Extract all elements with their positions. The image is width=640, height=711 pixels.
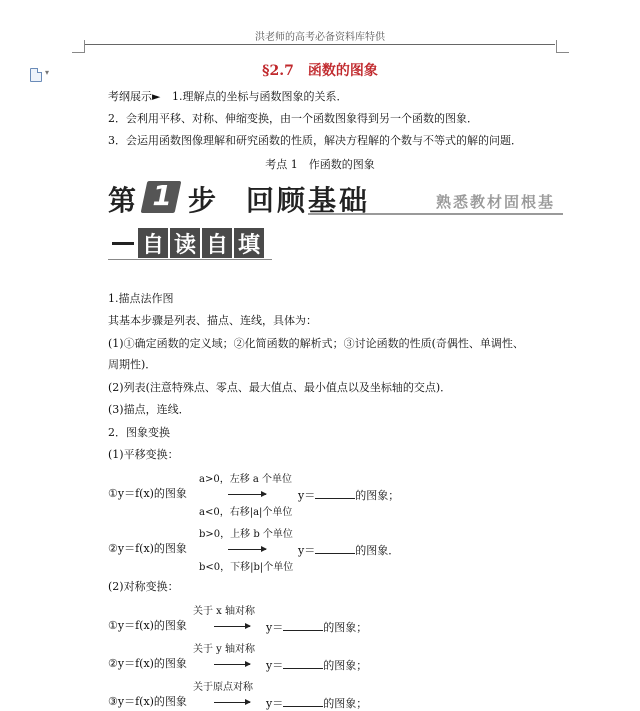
r1-label: 关于 x 轴对称 xyxy=(193,606,255,617)
fill-blank xyxy=(283,619,323,631)
r3-right-post: 的图象； xyxy=(323,697,368,710)
symmetry-heading: (2)对称变换： xyxy=(108,580,179,593)
step-2-line: (2)列表(注意特殊点、零点、最大值点、最小值点以及坐标轴的交点)． xyxy=(108,381,452,394)
step-1-line-a: (1)①确定函数的定义域；②化简函数的解析式；③讨论函数的性质(奇偶性、单调性、 xyxy=(108,337,524,350)
banner-di: 第 xyxy=(108,184,137,217)
syllabus-item: 3．会运用函数图像理解和研究函数的性质，解决方程解的个数与不等式的解的问题． xyxy=(108,134,522,147)
section-title: §2.7 函数的图象 xyxy=(262,63,378,79)
self-read-char: 读 xyxy=(170,228,200,258)
banner-rule xyxy=(308,213,563,215)
banner-bu: 步 xyxy=(188,184,217,217)
arrow-right-icon xyxy=(214,702,250,703)
arrow-right-icon xyxy=(214,626,250,627)
t2-right-post: 的图象． xyxy=(355,544,400,557)
r1-right xyxy=(266,619,367,635)
r2-left: ②y＝f(x)的图象 xyxy=(108,657,187,670)
syllabus-item: 2．会利用平移、对称、伸缩变换，由一个函数图象得到另一个函数的图象． xyxy=(108,112,478,125)
step-3-line: (3)描点，连线． xyxy=(108,403,190,416)
r1-left: ①y＝f(x)的图象 xyxy=(108,619,187,632)
r2-right-pre: y＝ xyxy=(266,659,284,672)
section-1-title: 1.描点法作图 xyxy=(108,292,174,305)
page-header: 洪老师的高考必备资料库特供 xyxy=(255,32,385,43)
header-rule xyxy=(85,44,555,45)
fill-blank xyxy=(283,657,323,669)
t2-left: ②y＝f(x)的图象 xyxy=(108,542,187,555)
banner-number-badge xyxy=(141,181,182,213)
t1-condition-bottom: a<0，右移|a|个单位 xyxy=(199,507,293,518)
r3-right-pre: y＝ xyxy=(266,697,284,710)
step-banner xyxy=(108,177,563,217)
t2-condition-bottom: b<0，下移|b|个单位 xyxy=(199,562,294,573)
translation-heading: (1)平移变换： xyxy=(108,448,179,461)
t2-condition-top: b>0，上移 b 个单位 xyxy=(199,529,293,540)
step-1-line-b: 周期性)． xyxy=(108,358,157,371)
chevron-down-icon[interactable]: ▾ xyxy=(45,68,50,77)
r1-right-post: 的图象； xyxy=(323,621,368,634)
fill-blank xyxy=(283,695,323,707)
r3-right xyxy=(266,695,367,711)
self-read-char: 填 xyxy=(234,228,264,258)
t1-condition-top: a>0，左移 a 个单位 xyxy=(199,474,293,485)
kaodian-heading: 考点 1 作函数的图象 xyxy=(265,158,375,171)
t2-right xyxy=(298,542,399,558)
arrow-right-icon xyxy=(228,549,266,550)
r3-left: ③y＝f(x)的图象 xyxy=(108,695,187,708)
t2-right-pre: y＝ xyxy=(298,544,316,557)
syllabus-label: 考纲展示► xyxy=(108,90,161,103)
section-1-intro: 其基本步骤是列表、描点、连线，具体为： xyxy=(108,314,317,327)
r2-right-post: 的图象； xyxy=(323,659,368,672)
self-read-char: 自 xyxy=(202,228,232,258)
banner-main: 回顾基础 xyxy=(246,184,371,217)
syllabus-line-1 xyxy=(108,90,347,104)
header-corner-left xyxy=(72,40,85,53)
self-read-dash xyxy=(108,228,138,258)
syllabus-item: 1.理解点的坐标与函数图象的关系． xyxy=(171,90,348,103)
section-2-title: 2．图象变换 xyxy=(108,426,170,439)
arrow-right-icon xyxy=(214,664,250,665)
header-corner-right xyxy=(556,40,569,53)
r2-right xyxy=(266,657,367,673)
r2-label: 关于 y 轴对称 xyxy=(193,644,256,655)
r1-right-pre: y＝ xyxy=(266,621,284,634)
t1-right xyxy=(298,487,399,503)
self-read-rule xyxy=(108,259,272,260)
arrow-right-icon xyxy=(228,494,266,495)
self-read-char: 自 xyxy=(138,228,168,258)
r3-label: 关于原点对称 xyxy=(193,682,253,693)
t1-right-post: 的图象； xyxy=(355,489,400,502)
self-read-banner xyxy=(108,228,266,260)
banner-number: 1 xyxy=(152,179,172,212)
fill-blank xyxy=(315,542,355,554)
t1-right-pre: y＝ xyxy=(298,489,316,502)
fill-blank xyxy=(315,487,355,499)
banner-subtitle: 熟悉教材固根基 xyxy=(436,193,556,211)
t1-left: ①y＝f(x)的图象 xyxy=(108,487,187,500)
